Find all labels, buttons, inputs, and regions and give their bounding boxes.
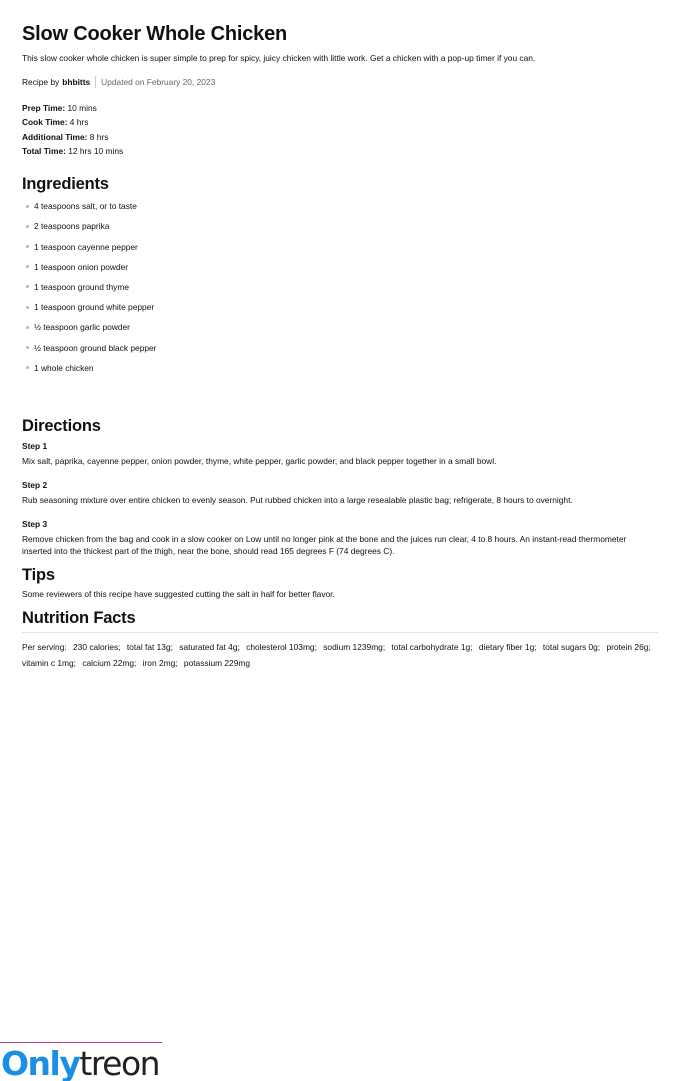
direction-step [22, 479, 658, 506]
time-row-prep [22, 101, 658, 115]
time-value: 8 hrs [89, 131, 109, 142]
ingredients-list [22, 200, 658, 374]
watermark-logo [0, 1042, 162, 1081]
bullet-icon [26, 346, 29, 349]
recipe-page [22, 22, 658, 671]
bullet-icon [26, 366, 29, 369]
author-link[interactable]: bhbitts [62, 77, 91, 87]
ingredient-text: 1 teaspoon ground thyme [34, 281, 129, 292]
ingredient-text: 1 teaspoon onion powder [34, 261, 129, 272]
byline-divider [95, 76, 96, 88]
step-label: Step 3 [22, 518, 48, 529]
ingredient-text: ½ teaspoon garlic powder [34, 322, 130, 333]
time-label: Additional Time: [22, 131, 88, 142]
bullet-icon [26, 265, 29, 268]
ingredient-item [22, 241, 658, 253]
bullet-icon [26, 326, 29, 329]
step-text: Remove chicken from the bag and cook in a slow cooker on Low until no longer pink at the bone and the juices run clear, 4 to 8 hours. An instant-read thermometer inserted into the thickest part of the thigh, near the bone, should read 165 degrees F (74 degrees C). [22, 533, 627, 556]
ingredient-text: 1 teaspoon cayenne pepper [34, 241, 138, 252]
direction-step [22, 440, 658, 467]
nutrition-item: total fat 13g; [126, 641, 173, 652]
ingredient-text: ½ teaspoon ground black pepper [34, 342, 157, 353]
ingredients-heading: Ingredients [22, 175, 109, 194]
step-text: Rub seasoning mixture over entire chicken to evenly season. Put rubbed chicken into a large resealable plastic bag; refrigerate, 8 hours to overnight. [22, 494, 573, 505]
nutrition-item: total sugars 0g; [542, 641, 601, 652]
svg-text:Onlytreon [1, 1044, 159, 1081]
ingredient-item [22, 301, 658, 313]
ingredient-item [22, 321, 658, 333]
ingredient-item [22, 220, 658, 232]
time-label: Cook Time: [22, 117, 68, 128]
nutrition-item: potassium 229mg [183, 657, 251, 668]
ingredient-item [22, 281, 658, 293]
nutrition-summary [22, 639, 658, 671]
updated-date: Updated on February 20, 2023 [101, 77, 216, 87]
byline [22, 76, 658, 88]
watermark-logo-svg [0, 1043, 162, 1081]
ingredient-item [22, 200, 658, 212]
tip-text: Some reviewers of this recipe have suggested cutting the salt in half for better flavor. [22, 588, 335, 599]
ingredient-item [22, 261, 658, 273]
nutrition-item: total carbohydrate 1g; [391, 641, 473, 652]
bullet-icon [26, 225, 29, 228]
watermark-part2: treon [79, 1044, 160, 1081]
nutrition-item: protein 26g; [606, 641, 651, 652]
time-label: Total Time: [22, 145, 66, 156]
watermark-part1: Only [1, 1044, 80, 1081]
bullet-icon [26, 205, 29, 208]
time-value: 10 mins [67, 103, 97, 113]
ingredient-text: 1 teaspoon ground white pepper [34, 302, 155, 313]
nutrition-divider [22, 632, 658, 633]
nutrition-item: cholesterol 103mg; [246, 641, 317, 652]
bullet-icon [26, 306, 29, 309]
ingredient-item [22, 362, 658, 374]
bullet-icon [26, 245, 29, 248]
nutrition-item: dietary fiber 1g; [478, 641, 537, 652]
ingredient-text: 1 whole chicken [34, 362, 94, 373]
bullet-icon [26, 285, 29, 288]
tips-heading: Tips [22, 565, 55, 584]
nutrition-item: sodium 1239mg; [323, 641, 386, 652]
ingredient-text: 2 teaspoons paprika [34, 221, 110, 232]
nutrition-heading: Nutrition Facts [22, 608, 136, 627]
nutrition-prefix: Per serving: [22, 641, 67, 652]
nutrition-item: calcium 22mg; [82, 657, 137, 668]
step-label: Step 1 [22, 440, 48, 451]
nutrition-item: vitamin c 1mg; [22, 657, 76, 668]
time-value: 12 hrs 10 mins [68, 145, 124, 156]
step-text: Mix salt, paprika, cayenne pepper, onion powder, thyme, white pepper, garlic powder, and black pepper together in a small bowl. [22, 455, 497, 466]
recipe-intro: This slow cooker whole chicken is super simple to prep for spicy, juicy chicken with little work. Get a chicken with a pop-up timer if you can. [22, 53, 536, 63]
time-label: Prep Time: [22, 103, 66, 113]
time-row-additional [22, 130, 658, 144]
nutrition-item: iron 2mg; [142, 657, 178, 668]
ingredient-text: 4 teaspoons salt, or to taste [34, 201, 137, 212]
time-row-total [22, 144, 658, 158]
nutrition-item: saturated fat 4g; [179, 641, 240, 652]
recipe-times [22, 101, 658, 158]
directions-heading: Directions [22, 416, 101, 435]
time-value: 4 hrs [69, 117, 89, 128]
ingredient-item [22, 342, 658, 354]
step-label: Step 2 [22, 479, 48, 490]
recipe-title: Slow Cooker Whole Chicken [22, 23, 288, 45]
byline-prefix: Recipe by [22, 77, 60, 87]
time-row-cook [22, 115, 658, 129]
nutrition-item: 230 calories; [73, 641, 121, 652]
direction-step [22, 518, 658, 557]
